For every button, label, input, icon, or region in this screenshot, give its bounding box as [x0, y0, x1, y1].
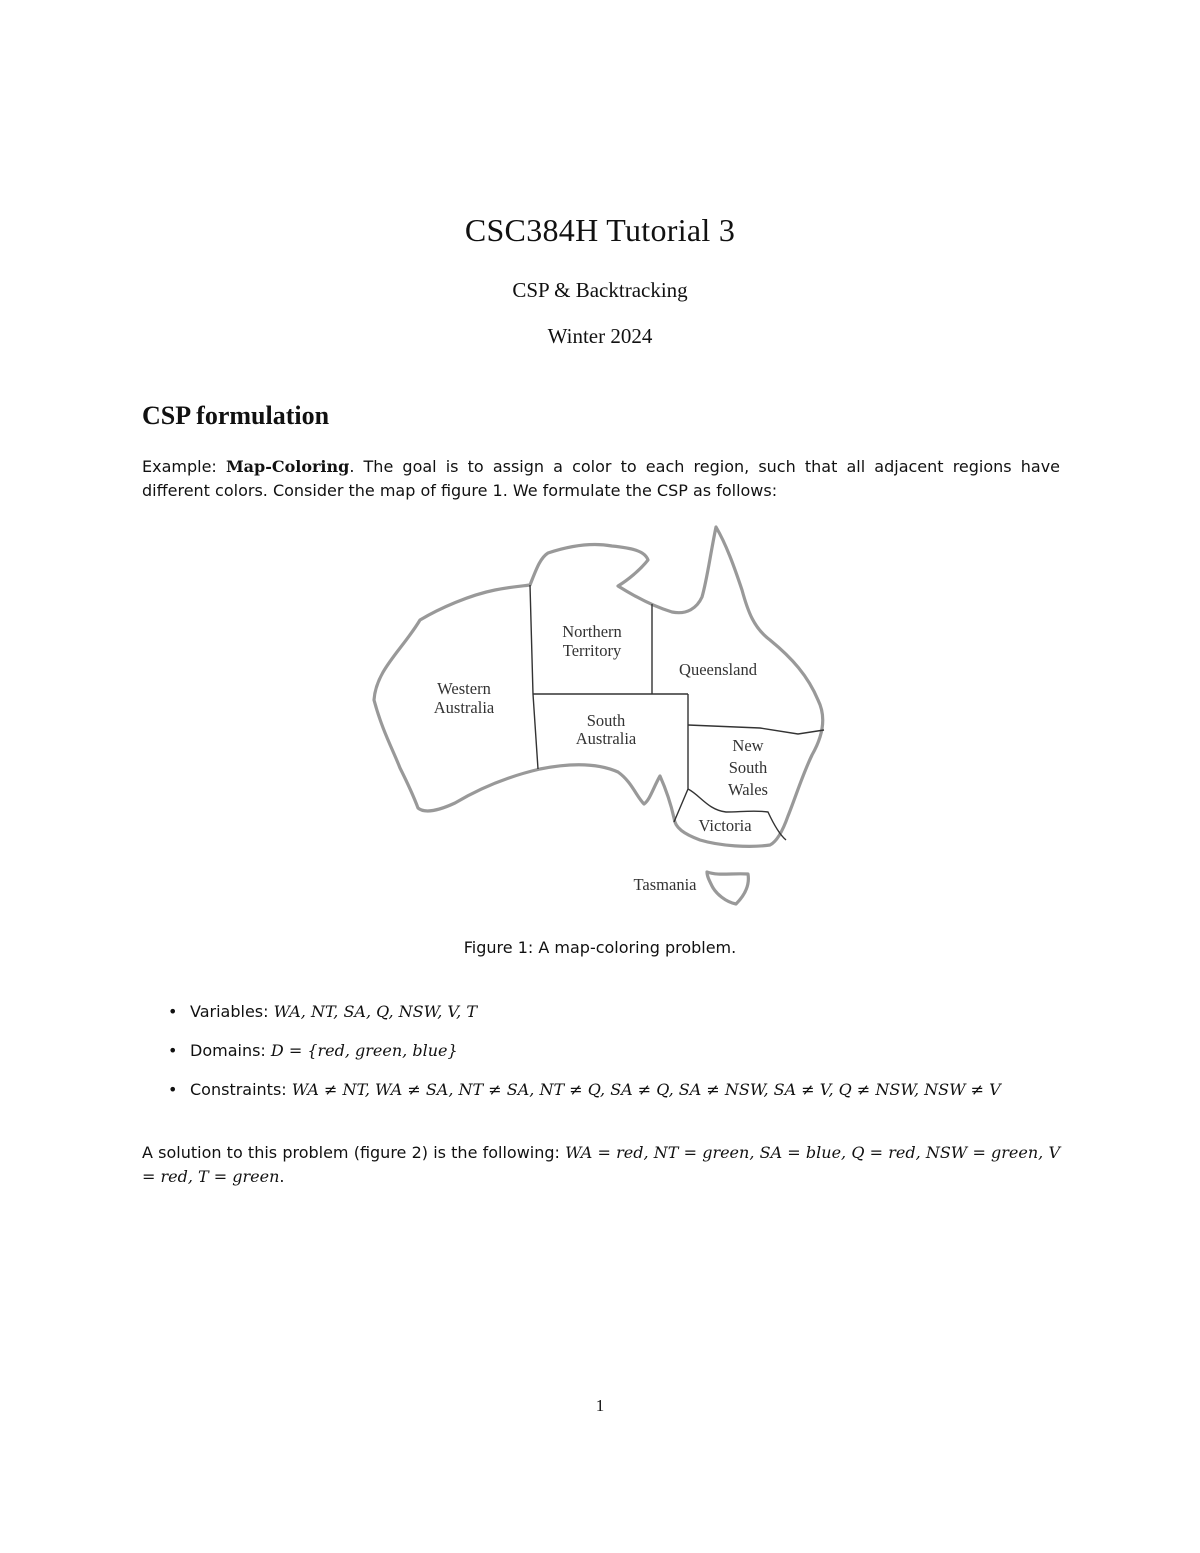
border-wa [530, 585, 538, 769]
document-title: CSC384H Tutorial 3 [464, 212, 736, 248]
solution-assignment: WA = red, NT = green, SA = blue, Q = red, NSW = green, V = red, T = green [142, 1143, 1060, 1186]
list-item-constraints [160, 1078, 1060, 1102]
label-western-australia-line2: Australia [433, 698, 495, 717]
label-south-australia-line2: Australia [575, 729, 637, 748]
intro-paragraph [142, 455, 1060, 503]
label-nsw-line1: New [732, 736, 764, 755]
variables-label: Variables: [190, 1002, 274, 1021]
document-date: Winter 2024 [547, 324, 653, 348]
page-number: 1 [595, 1396, 605, 1415]
solution-paragraph [142, 1141, 1060, 1189]
section-heading: CSP formulation [142, 401, 330, 430]
document-subtitle: CSP & Backtracking [512, 278, 688, 302]
label-south-australia-line1: South [586, 711, 626, 730]
australia-map-figure [360, 520, 840, 910]
border-sa-east [674, 694, 688, 822]
intro-rest: . The goal is to assign a color to each region, such that all adjacent regions have different colors. Consider the map of figure 1. We formulate the CSP as follows: [142, 457, 1061, 500]
label-nsw-line2: South [728, 758, 768, 777]
label-tasmania: Tasmania [633, 875, 697, 894]
constraints-value: WA ≠ NT, WA ≠ SA, NT ≠ SA, NT ≠ Q, SA ≠ Q, SA ≠ NSW, SA ≠ V, Q ≠ NSW, NSW ≠ V [291, 1080, 1001, 1099]
label-northern-territory-line1: Northern [562, 622, 622, 641]
variables-value: WA, NT, SA, Q, NSW, V, T [273, 1002, 478, 1021]
label-northern-territory-line2: Territory [562, 641, 622, 660]
list-item-domains [160, 1039, 1060, 1063]
solution-prefix: A solution to this problem (figure 2) is the following: [142, 1143, 566, 1162]
domains-label: Domains: [190, 1041, 271, 1060]
label-queensland: Queensland [679, 660, 757, 679]
solution-suffix: . [279, 1167, 285, 1186]
intro-prefix: Example: [142, 457, 226, 476]
tasmania-shape [707, 872, 748, 904]
border-q-nsw [688, 725, 824, 734]
constraints-label: Constraints: [190, 1080, 292, 1099]
list-item-variables [160, 1000, 1060, 1024]
figure-caption: Figure 1: A map-coloring problem. [463, 938, 737, 957]
csp-definition-list [160, 1000, 1060, 1117]
label-victoria: Victoria [698, 816, 752, 835]
label-western-australia-line1: Western [437, 679, 491, 698]
domains-value: D = {red, green, blue} [270, 1041, 458, 1060]
intro-bold-term: Map-Coloring [225, 457, 350, 476]
label-nsw-line3: Wales [728, 780, 768, 799]
